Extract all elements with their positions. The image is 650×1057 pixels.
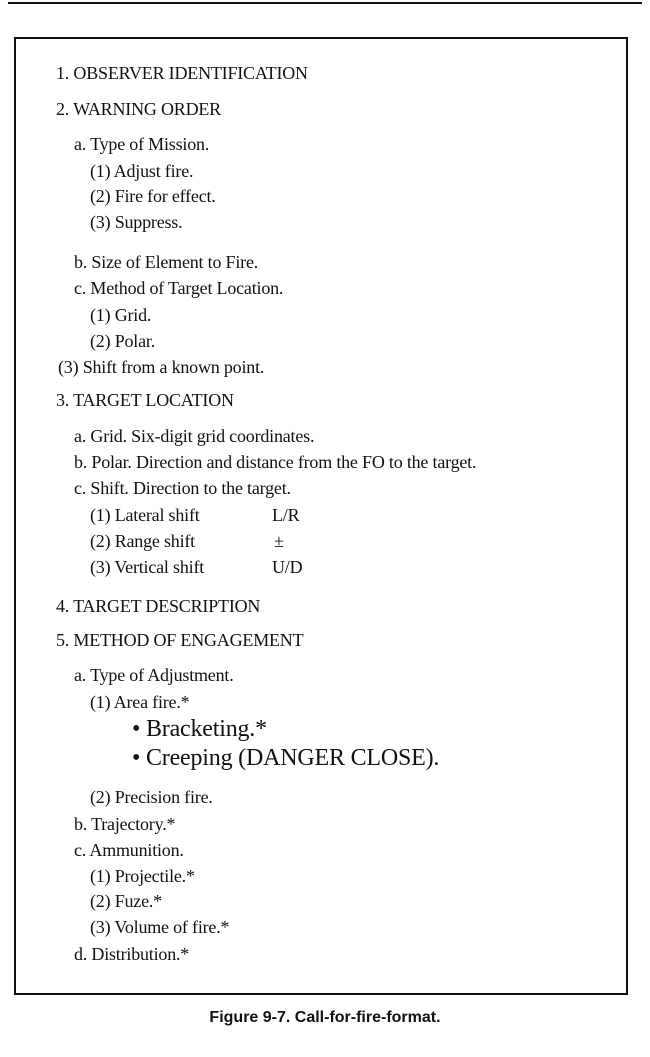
section-3c1-value: L/R xyxy=(272,505,300,525)
section-5c: c. Ammunition. xyxy=(74,840,184,860)
section-2b: b. Size of Element to Fire. xyxy=(74,252,259,272)
section-2c: c. Method of Target Location. xyxy=(74,278,284,298)
section-3b: b. Polar. Direction and distance from the FO to the target. xyxy=(74,452,477,472)
top-rule xyxy=(8,2,642,4)
section-3c3: (3) Vertical shift xyxy=(90,557,205,577)
section-5c1: (1) Projectile.* xyxy=(90,866,195,886)
section-2c1: (1) Grid. xyxy=(90,305,152,325)
section-5a1: (1) Area fire.* xyxy=(90,692,190,712)
section-5d: d. Distribution.* xyxy=(74,944,190,964)
section-3: 3. TARGET LOCATION xyxy=(56,390,234,410)
section-5b: b. Trajectory.* xyxy=(74,814,176,834)
section-3c: c. Shift. Direction to the target. xyxy=(74,478,291,498)
section-2c3: (3) Shift from a known point. xyxy=(58,357,265,377)
section-4: 4. TARGET DESCRIPTION xyxy=(56,596,261,616)
section-5c3: (3) Volume of fire.* xyxy=(90,917,230,937)
section-5a1-bullet-2: • Creeping (DANGER CLOSE). xyxy=(132,745,440,771)
section-5a2: (2) Precision fire. xyxy=(90,787,213,807)
section-5a: a. Type of Adjustment. xyxy=(74,665,234,685)
section-3c2-value: ± xyxy=(274,531,284,551)
section-5: 5. METHOD OF ENGAGEMENT xyxy=(56,630,304,650)
section-2a3: (3) Suppress. xyxy=(90,212,183,232)
section-3c2: (2) Range shift xyxy=(90,531,195,551)
section-2a2: (2) Fire for effect. xyxy=(90,186,216,206)
section-5a1-bullet-1: • Bracketing.* xyxy=(132,716,267,742)
section-2c2: (2) Polar. xyxy=(90,331,155,351)
figure-caption: Figure 9-7. Call-for-fire-format. xyxy=(209,1009,441,1026)
section-3c3-value: U/D xyxy=(272,557,303,577)
section-5c2: (2) Fuze.* xyxy=(90,891,162,911)
section-1: 1. OBSERVER IDENTIFICATION xyxy=(56,63,308,83)
section-3a: a. Grid. Six-digit grid coordinates. xyxy=(74,426,315,446)
section-2a: a. Type of Mission. xyxy=(74,134,210,154)
section-2: 2. WARNING ORDER xyxy=(56,99,221,119)
section-2a1: (1) Adjust fire. xyxy=(90,161,194,181)
section-3c1: (1) Lateral shift xyxy=(90,505,200,525)
